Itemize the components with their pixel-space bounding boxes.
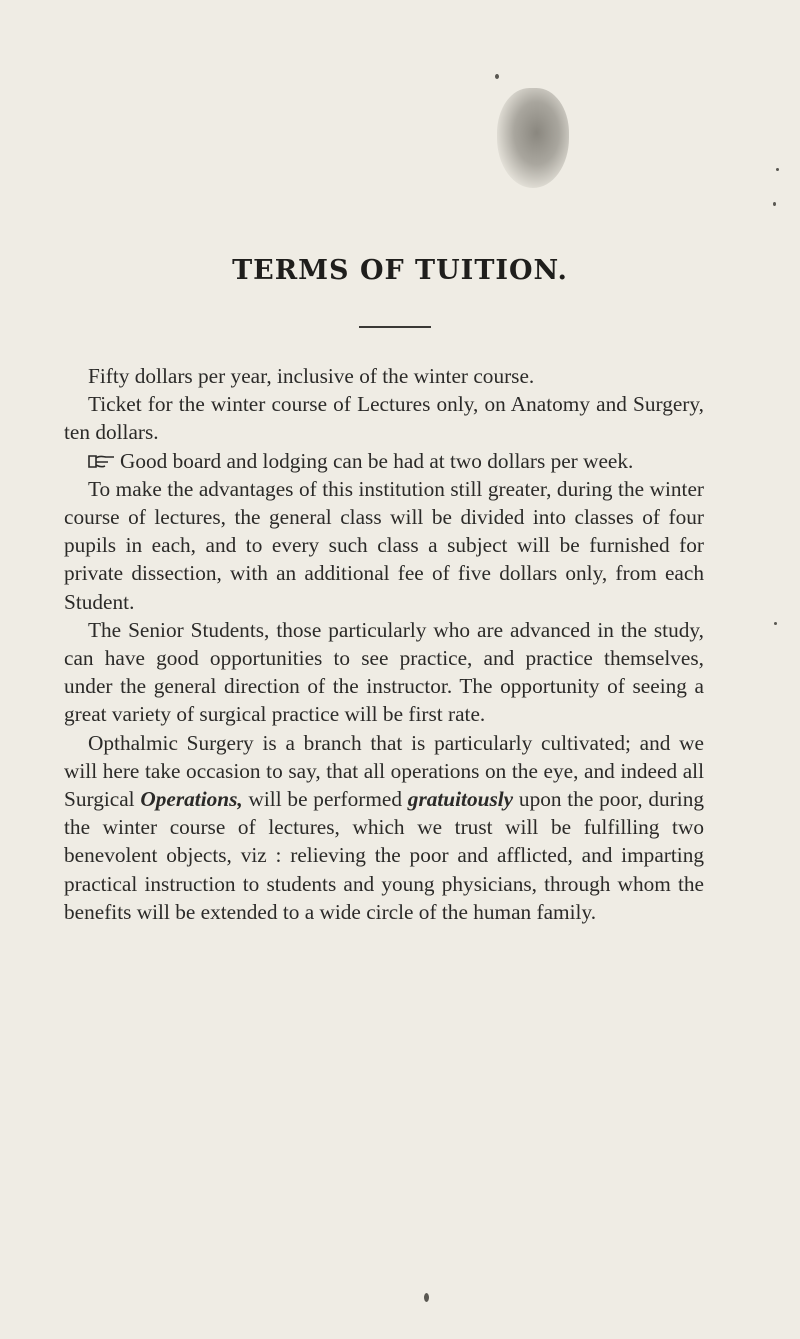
speck-mark [495,74,499,79]
paragraph-fees: Fifty dollars per year, inclusive of the winter course. [88,364,535,388]
paragraph-board-text: Good board and lodging can be had at two dollars per week. [120,448,634,473]
paper-stain [497,88,569,188]
speck-mark [773,202,776,206]
speck-mark [774,622,777,625]
pointing-hand-icon [88,454,116,469]
paragraph-ophthalmic [64,729,704,926]
paragraph-dissection: To make the advantages of this institution still greater, during the winter course of lectures, the general class will be divided into classes of four pupils in each, and to every such class a subject will be furnished for private dissection, with an additional fee of five dollars only, from each Student. [64,476,704,614]
paragraph-board [64,447,704,475]
ophthalmic-text-1: Opthalmic Surgery is a branch that is particularly cultivated; and we will here take occasion to say, that all operations on the eye, and indeed all Surgical [64,730,704,812]
paragraph-senior-students: The Senior Students, those particularly who are advanced in the study, can have good opportunities to see practice, and practice themselves, under the general direction of the instructor. The opportunity of seeing a great variety of surgical practice will be first rate. [64,617,704,727]
page-title: TERMS OF TUITION. [232,255,568,286]
speck-mark [776,168,779,171]
title-divider [359,326,431,328]
speck-mark [424,1293,429,1302]
ophthalmic-text-2: will be performed [242,787,408,812]
terms-text [64,362,704,926]
paragraph-lecture-ticket: Ticket for the winter course of Lectures only, on Anatomy and Surgery, ten dollars. [64,392,704,445]
ophthalmic-emphasis-operations: Operations, [140,787,243,812]
ophthalmic-text-3: upon the poor, during the winter course of lectures, which we trust will be fulfilling two benevolent objects, viz : relieving the poor and afflicted, and imparting practical instruction to students and young physicians, through whom the benefits will be extended to a wide circle of the human family. [64,787,704,924]
ophthalmic-emphasis-gratuitously: gratuitously [407,787,514,812]
